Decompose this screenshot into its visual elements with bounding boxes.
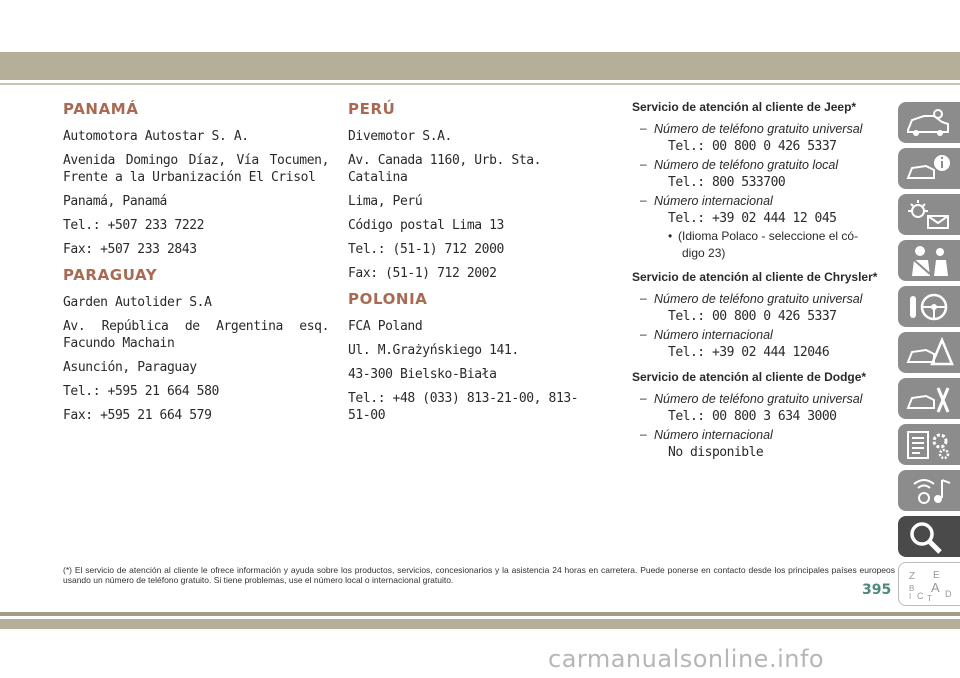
paraguay-tel: Tel.: +595 21 664 580 xyxy=(63,384,219,399)
service-chrysler-title: Servicio de atención al cliente de Chrysler* xyxy=(632,270,878,284)
column-middle xyxy=(348,100,600,431)
heading-peru: PERÚ xyxy=(348,100,396,118)
jeep-universal-label: Número de teléfono gratuito universal xyxy=(654,122,863,136)
chrysler-universal-label: Número de teléfono gratuito universal xyxy=(654,292,863,306)
service-chrysler xyxy=(632,270,894,362)
polonia-tel: Tel.: +48 (033) 813-21-00, 813-51-00 xyxy=(348,391,579,423)
dodge-intl-value: No disponible xyxy=(668,445,764,460)
panama-fax: Fax: +507 233 2843 xyxy=(63,242,197,257)
dash: – xyxy=(640,121,647,135)
page-number: 395 xyxy=(862,582,892,598)
warning-light-icon xyxy=(904,198,954,232)
tab-index[interactable] xyxy=(898,562,960,606)
bottom-band xyxy=(0,619,960,629)
tab-car-overview[interactable] xyxy=(898,102,960,143)
tab-customer-assistance[interactable] xyxy=(898,516,960,557)
section-paraguay xyxy=(63,266,329,424)
polonia-company: FCA Poland xyxy=(348,319,423,334)
specs-gear-icon xyxy=(904,428,954,462)
panama-address: Avenida Domingo Díaz, Vía Tocumen, Frente a la Urbanización El Crisol xyxy=(63,153,329,185)
tab-multimedia[interactable] xyxy=(898,470,960,511)
wrench-icon xyxy=(904,382,954,416)
service-dodge-title: Servicio de atención al cliente de Dodge* xyxy=(632,370,867,384)
peru-city: Lima, Perú xyxy=(348,194,423,209)
music-note-icon xyxy=(904,474,954,508)
index-letter-t: T xyxy=(927,594,932,601)
alphabet-index-icon xyxy=(905,567,955,601)
heading-polonia: POLONIA xyxy=(348,290,428,308)
jeep-note-line2: digo 23) xyxy=(682,246,726,260)
dash: – xyxy=(640,157,647,171)
jeep-note-line1: (Idioma Polaco - seleccione el có- xyxy=(678,229,859,243)
paraguay-company: Garden Autolider S.A xyxy=(63,295,212,310)
jeep-local-value: Tel.: 800 533700 xyxy=(668,175,786,190)
tab-technical-specs[interactable] xyxy=(898,424,960,465)
tab-safety[interactable] xyxy=(898,240,960,281)
dash: – xyxy=(640,391,647,405)
paraguay-address: Av. República de Argentina esq. Facundo Machain xyxy=(63,319,329,351)
steering-wheel-icon xyxy=(904,290,954,324)
jeep-intl-label: Número internacional xyxy=(654,194,773,208)
index-letter-e: E xyxy=(933,570,940,581)
heading-paraguay: PARAGUAY xyxy=(63,266,158,284)
tab-warning-lights[interactable] xyxy=(898,194,960,235)
chrysler-intl-label: Número internacional xyxy=(654,328,773,342)
column-left xyxy=(63,100,329,431)
jeep-intl-value: Tel.: +39 02 444 12 045 xyxy=(668,211,837,226)
dash: – xyxy=(640,193,647,207)
jeep-note xyxy=(632,228,894,262)
peru-postal: Código postal Lima 13 xyxy=(348,218,504,233)
polonia-city: 43-300 Bielsko-Biała xyxy=(348,367,497,382)
dash: – xyxy=(640,291,647,305)
index-letter-a: A xyxy=(931,580,940,595)
jeep-local-label: Número de teléfono gratuito local xyxy=(654,158,839,172)
index-letter-c: C xyxy=(917,591,924,601)
bullet: • xyxy=(668,229,673,243)
peru-address: Av. Canada 1160, Urb. Sta. Catalina xyxy=(348,153,542,185)
index-letter-z: Z xyxy=(909,571,916,582)
panama-city: Panamá, Panamá xyxy=(63,194,167,209)
service-dodge xyxy=(632,370,894,462)
paraguay-fax: Fax: +595 21 664 579 xyxy=(63,408,212,423)
dodge-universal-label: Número de teléfono gratuito universal xyxy=(654,392,863,406)
service-jeep-title: Servicio de atención al cliente de Jeep* xyxy=(632,100,857,114)
tab-emergency[interactable] xyxy=(898,332,960,373)
peru-fax: Fax: (51-1) 712 2002 xyxy=(348,266,497,281)
index-letter-i: I xyxy=(909,592,912,601)
footnote: (*) El servicio de atención al cliente le ofrece información y ayuda sobre los productos, servicios, concesionarios y la asistencia 24 horas en carretera. Puede ponerse en contacto desde los principales países europeos usando un número de teléfono gratuito. Si tiene problemas, use el número local o internacional gratuito. xyxy=(63,564,895,585)
column-right xyxy=(632,100,894,470)
peru-tel: Tel.: (51-1) 712 2000 xyxy=(348,242,504,257)
index-letter-d: D xyxy=(945,589,952,599)
top-band-line xyxy=(0,83,960,85)
peru-company: Divemotor S.A. xyxy=(348,129,452,144)
tab-starting-driving[interactable] xyxy=(898,286,960,327)
dodge-intl-label: Número internacional xyxy=(654,428,773,442)
dodge-universal-value: Tel.: 00 800 3 634 3000 xyxy=(668,409,837,424)
polonia-address: Ul. M.Grażyńskiego 141. xyxy=(348,343,519,358)
section-peru xyxy=(348,100,600,282)
watermark: carmanualsonline.info xyxy=(548,645,825,673)
section-panama xyxy=(63,100,329,258)
tab-maintenance[interactable] xyxy=(898,378,960,419)
heading-panama: PANAMÁ xyxy=(63,100,139,118)
seatbelt-icon xyxy=(904,244,954,278)
paraguay-city: Asunción, Paraguay xyxy=(63,360,197,375)
jeep-universal-value: Tel.: 00 800 0 426 5337 xyxy=(668,139,837,154)
index-letter-b: B xyxy=(909,584,915,593)
emergency-triangle-icon xyxy=(904,336,954,370)
tab-info[interactable] xyxy=(898,148,960,189)
chapter-tabs xyxy=(898,102,960,611)
bottom-band-line xyxy=(0,612,960,616)
car-icon xyxy=(904,106,954,140)
dash: – xyxy=(640,327,647,341)
section-polonia xyxy=(348,290,600,424)
dash: – xyxy=(640,427,647,441)
chrysler-universal-value: Tel.: 00 800 0 426 5337 xyxy=(668,309,837,324)
panama-company: Automotora Autostar S. A. xyxy=(63,129,249,144)
service-jeep xyxy=(632,100,894,262)
chrysler-intl-value: Tel.: +39 02 444 12046 xyxy=(668,345,830,360)
info-car-icon xyxy=(904,152,954,186)
panama-tel: Tel.: +507 233 7222 xyxy=(63,218,205,233)
top-band xyxy=(0,52,960,80)
magnifier-icon xyxy=(904,520,954,554)
